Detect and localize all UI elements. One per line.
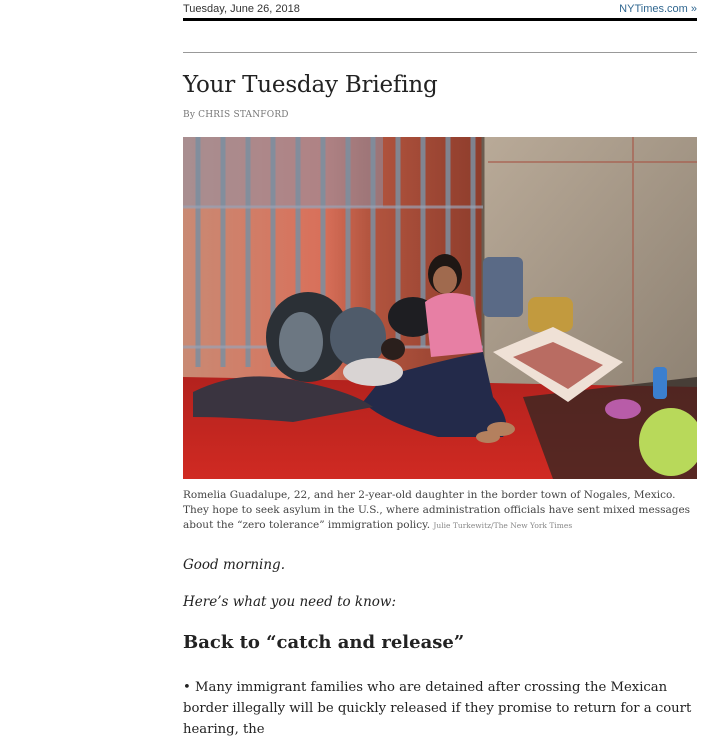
photo-credit: Julie Turkewitz/The New York Times (433, 521, 573, 530)
nytimes-link[interactable]: NYTimes.com » (619, 3, 697, 15)
caption-text: Romelia Guadalupe, 22, and her 2-year-old daughter in the border town of Nogales, Mexico. They hope to seek asylum in the U.S., where administration officials have sent mixed messages about the “zero tolerance” immigration policy. (183, 489, 691, 531)
body-paragraph: • Many immigrant families who are detained after crossing the Mexican border illegally will be quickly released if they promise to return for a court hearing, the (183, 680, 692, 737)
date-label: Tuesday, June 26, 2018 (183, 3, 300, 15)
photo-caption (183, 488, 697, 533)
top-bar (183, 0, 697, 21)
intro-text: Here’s what you need to know: (183, 594, 397, 610)
section-heading: Back to “catch and release” (183, 632, 465, 653)
byline: By CHRIS STANFORD (183, 110, 289, 120)
photo-illustration (183, 137, 697, 479)
article-column (183, 0, 697, 740)
greeting: Good morning. (183, 557, 285, 573)
divider (183, 52, 697, 53)
article-title: Your Tuesday Briefing (183, 72, 438, 98)
article-photo[interactable] (183, 137, 697, 479)
